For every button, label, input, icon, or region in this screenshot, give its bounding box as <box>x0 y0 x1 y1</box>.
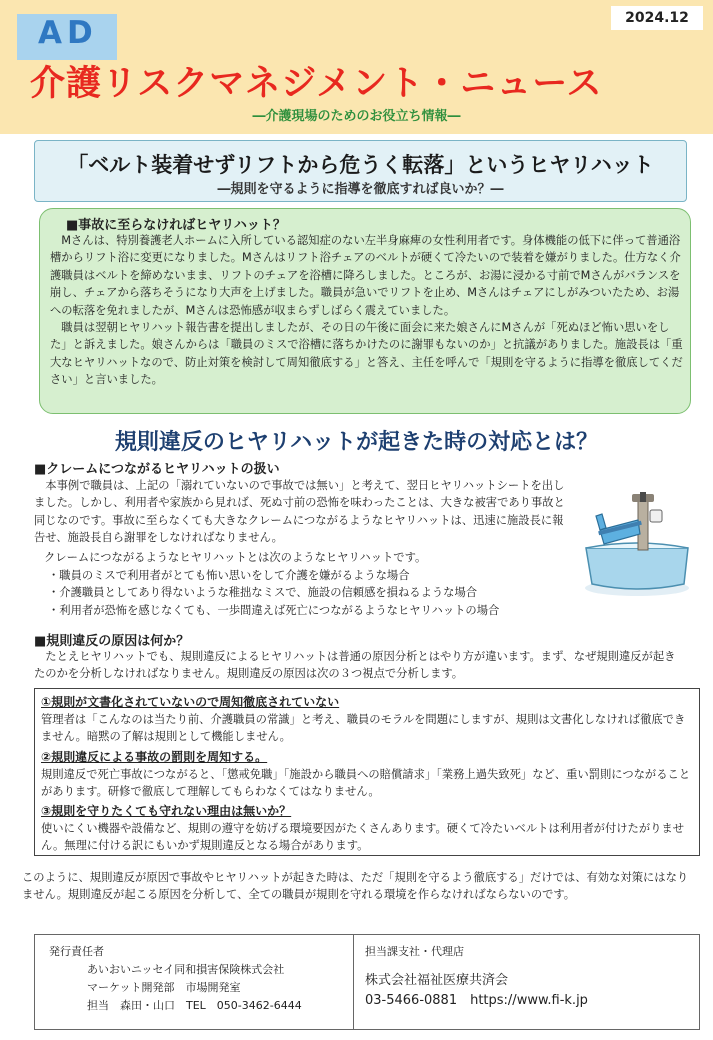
cause-item-heading: ②規則違反による事故の罰則を周知する。 <box>41 750 268 764</box>
topic-subtitle: ―規則を守るように指導を徹底すれば良いか？― <box>217 182 504 197</box>
cause-item-heading: ①規則が文書化されていないので周知徹底されていない <box>41 695 340 709</box>
publisher-label: 発行責任者 <box>49 945 104 958</box>
case-study-box <box>39 208 691 414</box>
bullet-item: ・介護職員としてあり得ないような稚拙なミスで、施設の信頼感を損ねるような場合 <box>48 586 478 600</box>
case-heading: ■事故に至らなければヒヤリハット？ <box>66 218 286 233</box>
causes-box <box>34 688 700 856</box>
footer-divider <box>353 935 354 1029</box>
cause-item-body: 規則違反で死亡事故につながると、「懲戒免職」「施設から職員への賠償請求」「業務上過失致死」など、重い罰則につながることがあります。研修で徹底して理解してもらわなくてはなりません。 <box>41 768 691 799</box>
claim-heading: ■クレームにつながるヒヤリハットの扱い <box>34 462 280 477</box>
case-paragraph-1: Mさんは、特別養護老人ホームに入所している認知症のない左半身麻痺の女性利用者です。身体機能の低下に伴って普通浴槽からリフト浴に変更になりました。Mさんはリフト浴チェアのベルトが硬くて冷たいので装着を嫌がりました。仕方なく介護職員はベルトを締めないまま、リフトのチェアを浴槽に降ろしました。ところが、お湯に浸かる寸前でMさんがバランスを崩し、チェアから落ちそうになり大声を上げました。職員が急いでリフトを止め、Mさんはチェアにしがみついたため、お湯への転落を免れましたが、Mさんは恐怖感が収まらずしばらく震えていました。 <box>50 234 681 317</box>
topic-banner <box>34 140 687 202</box>
issue-date: 2024.12 <box>611 6 703 30</box>
footer <box>34 934 700 1030</box>
cause-item-body: 使いにくい機器や設備など、規則の遵守を妨げる環境要因がたくさんあります。硬くて冷たいベルトは利用者が付けたがりません。無理に付ける訳にもいかず規則違反となる場合があります。 <box>41 822 685 853</box>
section-title: 規則違反のヒヤリハットが起きた時の対応とは？ <box>114 430 599 455</box>
claim-body: 本事例で職員は、上記の「溺れていないので事故では無い」と考えて、翌日ヒヤリハットシートを出しました。しかし、利用者や家族から見れば、死ぬ寸前の恐怖を味わったことは、大きな被害であり事故と同じなのです。事故に至らなくても大きなクレームにつながるようなヒヤリハットは、迅速に施設長に報告せ、施設長自ら謝罪をしなければなりません。 <box>34 479 565 545</box>
header <box>0 0 713 134</box>
bullet-item: ・利用者が恐怖を感じなくても、一歩間違えば死亡につながるようなヒヤリハットの場合 <box>48 603 500 617</box>
cause-body: たとえヒヤリハットでも、規則違反によるヒヤリハットは普通の原因分析とはやり方が違います。まず、なぜ規則違反が起きたのかを分析しなければなりません。規則違反の原因は次の３つ視点で分析します。 <box>34 650 676 681</box>
newsletter-subtitle: ―介護現場のためのお役立ち情報― <box>252 109 461 124</box>
claim-bullet-list <box>48 567 499 619</box>
bullet-item: ・職員のミスで利用者がとても怖い思いをして介護を嫌がるような場合 <box>48 569 410 582</box>
cause-item-body: 管理者は「こんなのは当たり前、介護職員の常識」と考え、職員のモラルを問題にしますが、規則は文書化しなければ徹底できません。暗黙の了解は規則として機能しません。 <box>41 713 686 744</box>
agent-company: 株式会社福祉医療共済会 <box>365 973 509 988</box>
case-body <box>50 232 684 389</box>
cause-heading: ■規則違反の原因は何か？ <box>34 634 190 649</box>
newsletter-title: 介護リスクマネジメント・ニュース <box>30 64 603 104</box>
topic-title: 「ベルト装着せずリフトから危うく転落」というヒヤリハット <box>67 153 654 177</box>
publisher-company: あいおいニッセイ同和損害保険株式会社 <box>87 963 285 976</box>
lift-bath-illustration <box>580 490 695 600</box>
conclusion-text: このように、規則違反が原因で事故やヒヤリハットが起きた時は、ただ「規則を守るよう徹底する」だけでは、有効な対策にはなりません。規則違反が起こる原因を分析して、全ての職員が規則を守れる環境を作らなければならないのです。 <box>22 871 689 902</box>
cause-item-heading: ③規則を守りたくても守れない理由は無いか？ <box>41 804 292 818</box>
agent-label: 担当課支社・代理店 <box>365 945 464 958</box>
agent-contact: 03-5466-0881 https://www.fi-k.jp <box>365 993 588 1008</box>
case-paragraph-2: 職員は翌朝ヒヤリハット報告書を提出しましたが、その日の午後に面会に来た娘さんにMさんが「死ぬほど怖い思いをした」と訴えました。娘さんからは「職員のミスで浴槽に落ちかけたのに謝罪もないのか」と抗議がありました。施設長は「重大なヒヤリハットなので、防止対策を検討して周知徹底する」と答え、主任を呼んで「規則を守るように指導を徹底してください」と言いました。 <box>50 321 683 387</box>
claim-lead: クレームにつながるようなヒヤリハットとは次のようなヒヤリハットです。 <box>44 551 427 564</box>
publisher-dept: マーケット開発部 市場開発室 <box>87 981 241 994</box>
publisher-contact: 担当 森田・山口 TEL 050-3462-6444 <box>87 999 302 1012</box>
ad-badge: AD <box>38 15 98 51</box>
